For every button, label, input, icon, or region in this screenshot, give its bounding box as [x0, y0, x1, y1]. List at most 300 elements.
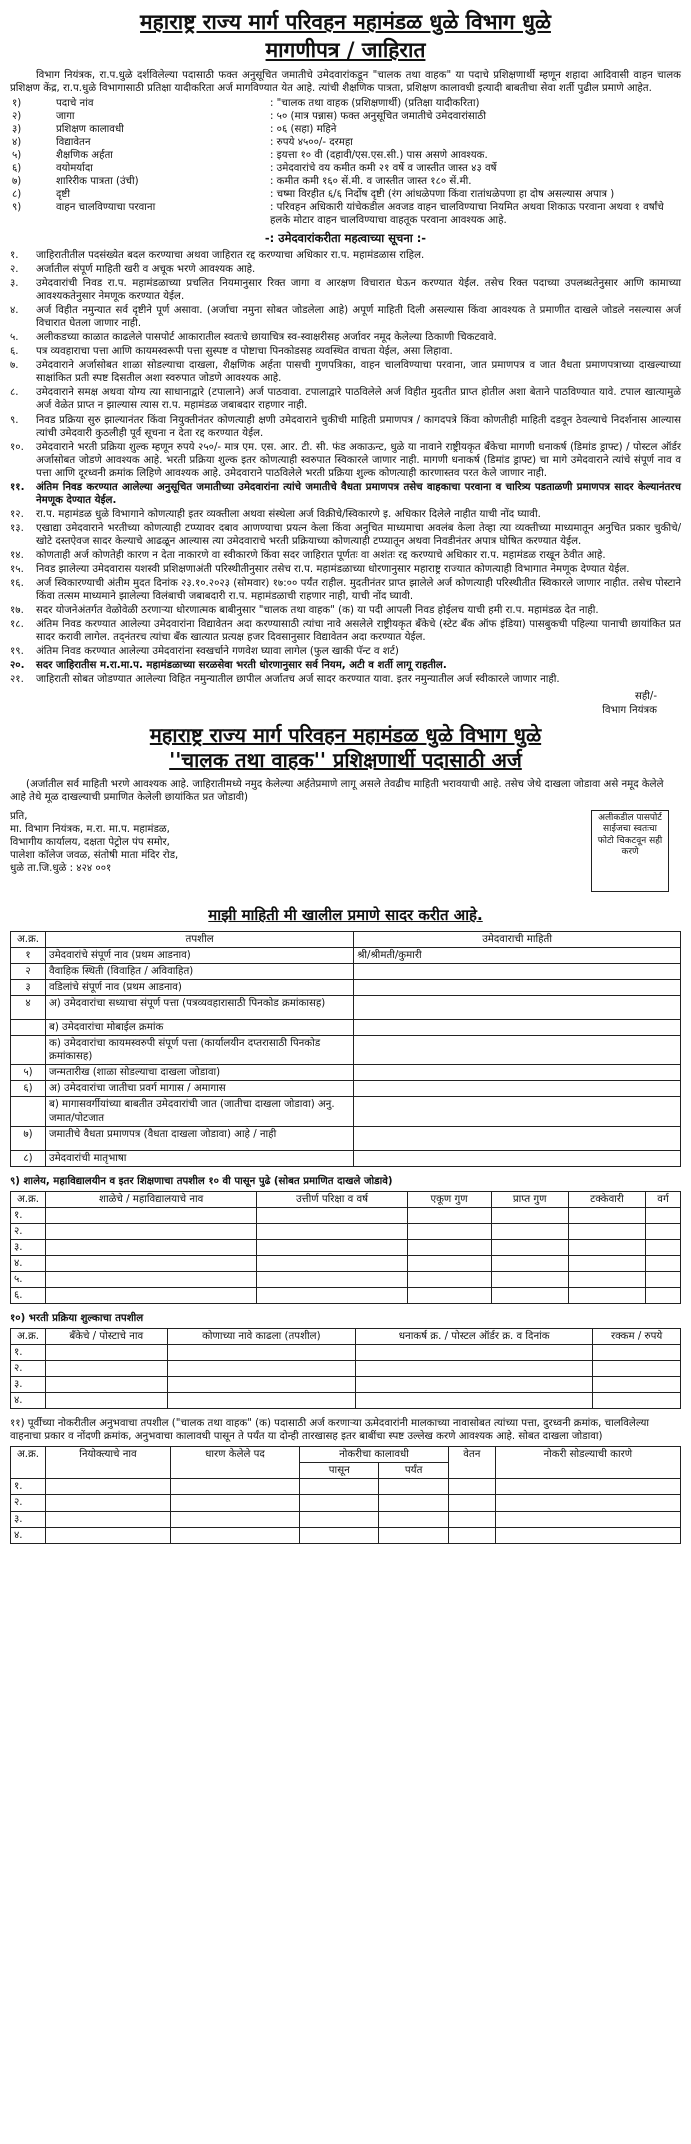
- address-line: पालेशा कॉलेज जवळ, संतोषी माता मंदिर रोड,: [10, 849, 179, 861]
- address-line: धुळे ता.जि.धुळे : ४२४ ००१: [10, 863, 112, 875]
- info-key: प्रशिक्षण कालावधी: [56, 123, 124, 135]
- row-number: २.: [11, 1223, 46, 1239]
- info-value: : इयत्ता १० वी (दहावी/एस.एस.सी.) पास असणे आवश्यक.: [270, 149, 488, 161]
- note-text: एखाद्या उमेदवाराने भरतीच्या कोणत्याही टप्प्यावर दबाव आणण्याचा प्रयत्न केला किंवा अनुचित माध्यमाचा अवलंब केला तेव्हा त्या व्यक्तीच्या माध्यमातून अनुचित प्रकार चुकीचे/खोटे दस्तऐवज सादर केल्याचे आढळून आल्यास त्या उमेदवाराचे भरती प्रक्रियाच्या कोणत्याही टप्प्यातून अथवा निवडीनंतर अपात्र घोषित करण्यात येईल.: [36, 522, 681, 547]
- row-number: ४: [11, 996, 46, 1020]
- signature-mark: सही/-: [634, 691, 657, 703]
- empty-cell: [46, 1479, 171, 1495]
- empty-cell: [646, 1255, 681, 1271]
- row-number: ३.: [11, 1377, 46, 1393]
- empty-cell: [167, 1345, 356, 1361]
- column-header: नोकरी सोडल्याची कारणे: [495, 1447, 680, 1479]
- info-number: ५): [12, 149, 22, 161]
- signature-block: [10, 690, 657, 716]
- empty-cell: [46, 1255, 257, 1271]
- note-number: ७.: [10, 360, 19, 372]
- table-row: [11, 1065, 681, 1081]
- photo-instruction: अलीकडील पासपोर्ट साईजचा स्वतःचा फोटो चिकटवून सही करणे: [597, 812, 663, 858]
- empty-cell: [495, 1495, 680, 1511]
- info-number: १): [12, 97, 22, 109]
- note-number: २१.: [10, 674, 24, 686]
- info-row: [10, 175, 681, 188]
- row-number: ३.: [11, 1239, 46, 1255]
- note-text: उमेदवाराने अर्जासोबत शाळा सोडल्याचा दाखला, शैक्षणिक अर्हता पासची गुणपत्रिका, वाहन चालविण्याचा परवाना, जात प्रमाणपत्र व जात वैधता प्रमाणपत्राच्या दाखल्याच्या साक्षांकित प्रती स्पष्ट दिसतील अशा स्वरुपात जोडणे आवश्यक आहे.: [36, 360, 681, 385]
- note-item: [10, 277, 681, 303]
- note-item: [10, 359, 681, 385]
- column-header: वेतन: [448, 1447, 495, 1479]
- empty-cell: [491, 1239, 568, 1255]
- row-number: ६): [11, 1081, 46, 1097]
- note-item: [10, 673, 681, 686]
- note-number: १०.: [10, 441, 24, 453]
- table-row: [11, 1479, 681, 1495]
- column-header: प्राप्त गुण: [491, 1191, 568, 1207]
- row-number: [11, 1097, 46, 1126]
- empty-cell: [407, 1255, 491, 1271]
- row-value: [354, 996, 681, 1020]
- empty-cell: [491, 1207, 568, 1223]
- fee-title: १०) भरती प्रक्रिया शुल्काचा तपशील: [10, 1312, 144, 1324]
- info-value: : उमेदवारांचे वय कमीत कमी २१ वर्षे व जास्तीत जास्त ४३ वर्षे: [270, 163, 497, 175]
- note-item: [10, 304, 681, 330]
- row-value: [354, 964, 681, 980]
- empty-cell: [646, 1287, 681, 1303]
- empty-cell: [568, 1271, 645, 1287]
- note-text: जाहिराती सोबत जोडण्यात आलेल्या विहित नमुन्यातील छापील अर्जातच अर्ज सादर करण्यात यावा. इतर नमुन्यातील अर्ज स्वीकारले जाणार नाही.: [36, 674, 560, 686]
- header-row: [11, 1447, 681, 1463]
- empty-cell: [568, 1255, 645, 1271]
- info-row: [10, 110, 681, 123]
- table-row: [11, 1150, 681, 1166]
- empty-cell: [46, 1361, 168, 1377]
- empty-cell: [300, 1527, 379, 1543]
- table-row: [11, 1255, 681, 1271]
- empty-cell: [257, 1239, 407, 1255]
- note-text: अंतिम निवड करण्यात आलेल्या अनुसूचित जमातीच्या उमेदवारांना त्यांचे जमातीचे वैधता प्रमाणपत्र तसेच वाहकाचा परवाना व चारित्र्य पडताळणी प्रमाणपत्र सादर केल्यानंतरच नेमणूक देण्यात येईल.: [36, 481, 681, 506]
- info-value: : रुपये ४५००/- दरमहा: [270, 136, 353, 148]
- column-header: शाळेचे / महाविद्यालयाचे नाव: [46, 1191, 257, 1207]
- note-text: अर्जातील संपूर्ण माहिती खरी व अचूक भरणे आवश्यक आहे.: [36, 264, 256, 276]
- note-number: १८.: [10, 619, 24, 631]
- note-text: उमेदवारांची निवड रा.प. महामंडळाच्या प्रचलित नियमानुसार रिक्त जागा व आरक्षण विचारात घेऊन करण्यात येईल. तसेच रिक्त पदाच्या उपलब्धतेनुसार आणि कामाच्या आवश्यकतेनुसार नेमणूक करण्यात येईल.: [36, 278, 681, 303]
- info-value: : "चालक तथा वाहक (प्रशिक्षणार्थी) (प्रतिक्षा यादीकरिता): [270, 97, 480, 109]
- empty-cell: [407, 1239, 491, 1255]
- row-label: वडिलांचे संपूर्ण नाव (प्रथम आडनाव): [46, 980, 354, 996]
- row-label: अ) उमेदवारांचा सध्याचा संपूर्ण पत्ता (पत्रव्यवहारासाठी पिनकोड क्रमांकासह): [46, 996, 354, 1020]
- ad-intro: विभाग नियंत्रक, रा.प.धुळे दर्शविलेल्या पदासाठी फक्त अनुसूचित जमातीचे उमेदवारांकडून "चालक तथा वाहक" या पदाचे प्रशिक्षणार्थी म्हणून शहादा आदिवासी वाहन चालक प्रशिक्षण केंद्र, रा.प.धुळे विभागासाठी प्रतिक्षा यादीकरिता अर्ज मागविण्यात येत आहे. त्यांची शैक्षणिक पात्रता, प्रशिक्षण कालावधी इत्यादी बाबतीचा सेवा शर्ती पुढील प्रमाणे आहेत.: [10, 69, 681, 94]
- note-item: [10, 386, 681, 412]
- empty-cell: [568, 1223, 645, 1239]
- row-number: १.: [11, 1479, 46, 1495]
- notes-list: [10, 249, 681, 687]
- note-item: [10, 645, 681, 658]
- note-number: ९.: [10, 414, 19, 426]
- note-text: निवड प्रक्रिया सुरु झाल्यानंतर किंवा नियुक्तीनंतर कोणत्याही क्षणी उमेदवाराने चुकीची माहिती प्रमाणपत्र / कागदपत्रे किंवा कोणतीही माहिती दडवून ठेवल्याचे निदर्शनास आल्यास त्यांची उमेदवारी कुठलीही पूर्व सूचना न देता रद्द करण्यात येईल.: [36, 414, 681, 439]
- empty-cell: [257, 1223, 407, 1239]
- table-row: [11, 1126, 681, 1150]
- row-number: १.: [11, 1207, 46, 1223]
- empty-cell: [491, 1271, 568, 1287]
- row-label: जन्मतारीख (शाळा सोडल्याचा दाखला जोडावा): [46, 1065, 354, 1081]
- note-text: निवड झालेल्या उमेदवारास यशस्वी प्रशिक्षणाअंती परिस्थीतीनुसार तसेच रा.प. महामंडळाच्या धोरणानुसार महाराष्ट्र राज्यात कोणत्याही विभागात नेमणूक देण्यात येईल.: [36, 564, 630, 576]
- fee-table: [10, 1328, 681, 1409]
- info-row: [10, 97, 681, 110]
- info-value: : चष्मा विरहीत ६/६ निर्दोष दृष्टी (रंग आंधळेपणा किंवा रातांधळेपणा हा दोष असल्यास अपात्र ): [270, 189, 615, 201]
- info-row: [10, 162, 681, 175]
- note-text: अर्ज स्विकारण्याची अंतीम मुदत दिनांक २३.१०.२०२३ (सोमवार) १७:०० पर्यंत राहील. मुदतीनंतर प्राप्त झालेले अर्ज कोणत्याही परिस्थीतीत स्विकारले जाणार नाहीत. तसेच पोस्टाने किंवा तत्सम माध्यमाने झालेल्या विलंबाची जबाबदारी रा.प. महामंडळाची राहणार नाही, याची नोंद घ्यावी.: [36, 578, 681, 603]
- form-intro: (अर्जातील सर्व माहिती भरणे आवश्यक आहे. जाहिरातीमध्ये नमुद केलेल्या अर्हतेप्रमाणे लागू असले तेवढीच माहिती भरावयाची आहे. तसेच जेथे दाखला जोडावा असे नमूद केलेले आहे तेथे मूळ दाखल्याची प्रमाणित केलेली छायांकित प्रत जोडावी): [10, 778, 664, 803]
- sub-column-header: पर्यंत: [379, 1463, 449, 1479]
- info-row: [10, 123, 681, 136]
- note-item: [10, 481, 681, 507]
- address-line: मा. विभाग नियंत्रक, म.रा. मा.प. महामंडळ,: [10, 823, 170, 835]
- empty-cell: [491, 1287, 568, 1303]
- note-number: १४.: [10, 550, 24, 561]
- note-text: जाहिरातीतील पदसंख्येत बदल करण्याचा अथवा जाहिरात रद्द करण्याचा अधिकार रा.प. महामंडळास राहिल.: [36, 249, 425, 261]
- row-label: उमेदवारांची मातृभाषा: [46, 1150, 354, 1166]
- empty-cell: [170, 1479, 299, 1495]
- column-header: अ.क्र.: [11, 1191, 46, 1207]
- empty-cell: [593, 1377, 681, 1393]
- note-number: ५.: [10, 332, 19, 344]
- note-number: ४.: [10, 305, 19, 317]
- info-row: [10, 136, 681, 149]
- notes-title: -: उमेदवारांकरीता महत्वाच्या सूचना :-: [264, 231, 427, 246]
- note-number: १६.: [10, 578, 24, 590]
- note-item: [10, 414, 681, 440]
- empty-cell: [170, 1495, 299, 1511]
- row-number: [11, 1020, 46, 1036]
- column-header: अ.क्र.: [11, 1329, 46, 1345]
- column-header: रक्कम / रुपये: [593, 1329, 681, 1345]
- table-row: [11, 1495, 681, 1511]
- form-title: महाराष्ट्र राज्य मार्ग परिवहन महामंडळ धुळे विभाग धुळे: [149, 722, 542, 747]
- table-row: [11, 1377, 681, 1393]
- column-header: तपशील: [46, 932, 354, 948]
- note-item: [10, 331, 681, 344]
- row-value: [354, 1126, 681, 1150]
- column-header: नियोक्त्याचे नाव: [46, 1447, 171, 1479]
- address-line: प्रति,: [10, 810, 28, 822]
- note-number: १३.: [10, 522, 24, 534]
- empty-cell: [568, 1207, 645, 1223]
- empty-cell: [407, 1287, 491, 1303]
- empty-cell: [495, 1511, 680, 1527]
- empty-cell: [170, 1511, 299, 1527]
- empty-cell: [356, 1377, 593, 1393]
- table-row: [11, 1207, 681, 1223]
- info-key: जागा: [56, 110, 75, 122]
- row-number: ८): [11, 1150, 46, 1166]
- row-label: अ) उमेदवारांचा जातीचा प्रवर्ग मागास / अमागास: [46, 1081, 354, 1097]
- info-number: ९): [12, 202, 22, 214]
- empty-cell: [646, 1271, 681, 1287]
- table-row: [11, 1020, 681, 1036]
- signature-title: विभाग नियंत्रक: [602, 704, 657, 716]
- row-number: ३.: [11, 1511, 46, 1527]
- info-key: वयोमर्यादा: [56, 163, 93, 175]
- note-number: १७.: [10, 605, 24, 617]
- info-value: : ५० (मात्र पन्नास) फक्त अनुसूचित जमातीचे उमेदवारांसाठी: [270, 110, 486, 122]
- column-header: बँकेचे / पोस्टाचे नाव: [46, 1329, 168, 1345]
- row-number: ५.: [11, 1271, 46, 1287]
- info-number: ६): [12, 163, 22, 175]
- row-number: २.: [11, 1495, 46, 1511]
- empty-cell: [646, 1239, 681, 1255]
- row-number: २.: [11, 1361, 46, 1377]
- empty-cell: [593, 1361, 681, 1377]
- note-number: ११.: [10, 481, 25, 493]
- note-item: [10, 577, 681, 603]
- document-page: [10, 8, 681, 2128]
- note-text: अंतिम निवड करण्यात आलेल्या उमेदवारांना स्वखर्चाने गणवेश घ्यावा लागेल (फुल खाकी पॅन्ट व शर्ट): [36, 646, 399, 658]
- row-label: क) उमेदवारांचा कायमस्वरुपी संपूर्ण पत्ता (कार्यालयीन दप्तरासाठी पिनकोड क्रमांकासह): [46, 1036, 354, 1065]
- table-row: [11, 996, 681, 1020]
- note-item: [10, 563, 681, 576]
- empty-cell: [356, 1345, 593, 1361]
- note-text: अर्ज विहीत नमुन्यात सर्व दृष्टीने पूर्ण असावा. (अर्जाचा नमुना सोबत जोडलेला आहे) अपूर्ण माहिती दिली असल्यास किंवा आवश्यक ते प्रमाणीत दाखले जोडले नसल्यास अर्ज विचारात घेतला जाणार नाही.: [36, 305, 681, 330]
- empty-cell: [46, 1377, 168, 1393]
- row-number: ४.: [11, 1393, 46, 1409]
- note-text: कोणताही अर्ज कोणतेही कारण न देता नाकारणे वा स्वीकारणे किंवा सदर जाहिरात पूर्णतः वा अशंतः रद्द करण्याचे अधिकार रा.प. महामंडळ राखून ठेवीत आहे.: [36, 550, 606, 561]
- empty-cell: [379, 1495, 449, 1511]
- sub-column-header: पासून: [300, 1463, 379, 1479]
- table-row: [11, 980, 681, 996]
- info-number: ३): [12, 123, 22, 135]
- info-row: [10, 149, 681, 162]
- table-row: [11, 1036, 681, 1065]
- photo-box: [591, 810, 669, 892]
- table-row: [11, 1287, 681, 1303]
- note-number: १२.: [10, 508, 24, 520]
- row-number: [11, 1036, 46, 1065]
- empty-cell: [257, 1271, 407, 1287]
- column-header: अ.क्र.: [11, 932, 46, 948]
- info-number: ८): [12, 189, 22, 201]
- note-item: [10, 522, 681, 548]
- row-number: ७): [11, 1126, 46, 1150]
- note-item: [10, 249, 681, 262]
- info-number: ७): [12, 176, 22, 188]
- table-row: [11, 1345, 681, 1361]
- empty-cell: [167, 1377, 356, 1393]
- column-header: उत्तीर्ण परिक्षा व वर्ष: [257, 1191, 407, 1207]
- address-line: विभागीय कार्यालय, दक्षता पेट्रोल पंप समोर,: [10, 836, 170, 848]
- empty-cell: [448, 1527, 495, 1543]
- info-key: विद्यावेतन: [56, 136, 91, 148]
- column-header: एकूण गुण: [407, 1191, 491, 1207]
- note-item: [10, 604, 681, 617]
- empty-cell: [46, 1223, 257, 1239]
- note-number: ३.: [10, 278, 19, 290]
- note-number: ६.: [10, 346, 19, 358]
- row-value: [354, 1065, 681, 1081]
- info-key: शैक्षणिक अर्हता: [56, 149, 113, 161]
- row-value: [354, 1081, 681, 1097]
- column-header: उमेदवाराची माहिती: [354, 932, 681, 948]
- note-item: [10, 263, 681, 276]
- empty-cell: [491, 1223, 568, 1239]
- empty-cell: [46, 1393, 168, 1409]
- empty-cell: [46, 1239, 257, 1255]
- empty-cell: [379, 1479, 449, 1495]
- form-subtitle: ''चालक तथा वाहक'' प्रशिक्षणार्थी पदासाठी अर्ज: [169, 748, 522, 773]
- row-value: [354, 1020, 681, 1036]
- row-value: [354, 980, 681, 996]
- column-header: नोकरीचा कालावधी: [300, 1447, 449, 1463]
- note-text: रा.प. महामंडळ धुळे विभागाने कोणत्याही इतर व्यक्तीला अथवा संस्थेला अर्ज विक्रीचे/स्विकारणे इ. अधिकार दिलेले नाहीत याची नोंद घ्यावी.: [36, 508, 541, 520]
- info-key: दृष्टी: [56, 189, 70, 201]
- empty-cell: [300, 1511, 379, 1527]
- note-item: [10, 618, 681, 644]
- info-number: ४): [12, 136, 22, 148]
- info-key: शारिरीक पात्रता (उंची): [56, 176, 139, 188]
- note-text: सदर योजनेअंतर्गत वेळोवेळी ठरणाऱ्या धोरणात्मक बाबीनुसार "चालक तथा वाहक" (क) या पदी आपली निवड होईलच याची हमी रा.प. महामंडळ देत नाही.: [36, 605, 599, 617]
- empty-cell: [646, 1223, 681, 1239]
- note-item: [10, 345, 681, 358]
- note-text: पत्र व्यवहाराचा पत्ता आणि कायमस्वरूपी पत्ता सुस्पष्ट व पोष्टाचा पिनकोडसह व्यवस्थित वाचता येईल, असा लिहावा.: [36, 346, 453, 358]
- table-row: [11, 1223, 681, 1239]
- empty-cell: [46, 1495, 171, 1511]
- empty-cell: [593, 1393, 681, 1409]
- applicant-info-table: [10, 931, 681, 1167]
- table-row: [11, 1239, 681, 1255]
- empty-cell: [379, 1527, 449, 1543]
- empty-cell: [46, 1511, 171, 1527]
- note-item: [10, 659, 681, 672]
- row-number: ४.: [11, 1255, 46, 1271]
- empty-cell: [407, 1207, 491, 1223]
- declaration-heading: माझी माहिती मी खालील प्रमाणे सादर करीत आहे.: [208, 905, 483, 924]
- table-row: [11, 1081, 681, 1097]
- column-header: टक्केवारी: [568, 1191, 645, 1207]
- empty-cell: [448, 1511, 495, 1527]
- info-row: [10, 201, 681, 227]
- info-value: : परिवहन अधिकारी यांचेकडील अवजड वाहन चालविण्याचा नियमित अथवा शिकाऊ परवाना अथवा १ वर्षांचे हलके मोटार वाहन चालविण्याचा वाहतूक परवाना आवश्यक आहे.: [270, 202, 664, 227]
- empty-cell: [167, 1361, 356, 1377]
- empty-cell: [491, 1255, 568, 1271]
- info-row: [10, 188, 681, 201]
- experience-table: [10, 1446, 681, 1543]
- empty-cell: [379, 1511, 449, 1527]
- empty-cell: [257, 1255, 407, 1271]
- row-label: ब) मागासवर्गीयांच्या बाबतीत उमेदवारांची जात (जातीचा दाखला जोडावा) अनु. जमात/पोटजात: [46, 1097, 354, 1126]
- table-row: [11, 1271, 681, 1287]
- row-number: २: [11, 964, 46, 980]
- empty-cell: [46, 1207, 257, 1223]
- column-header: वर्ग: [646, 1191, 681, 1207]
- experience-title: ११) पूर्वीच्या नोकरीतील अनुभवाचा तपशील ("चालक तथा वाहक" (क) पदासाठी अर्ज करणाऱ्या ऊमेदवारांनी मालकाच्या नावासोबत त्यांच्या पत्ता, दुरध्वनी क्रमांक, चालविलेल्या वाहनाचा प्रकार व नोंदणी क्रमांक, अनुभवाचा कालावधी पासून ते पर्यंत या दोन्ही तारखासह इतर बाबींचा स्पष्ट उल्लेख करणे आवश्यक आहे. सोबत दाखला जोडावा): [10, 1418, 650, 1443]
- empty-cell: [448, 1495, 495, 1511]
- info-key: वाहन चालविण्याचा परवाना: [56, 202, 156, 214]
- table-row: [11, 1393, 681, 1409]
- row-number: १: [11, 948, 46, 964]
- post-info-table: [10, 97, 681, 227]
- row-value: [354, 1036, 681, 1065]
- empty-cell: [257, 1207, 407, 1223]
- note-number: ८.: [10, 387, 19, 399]
- note-item: [10, 508, 681, 521]
- empty-cell: [646, 1207, 681, 1223]
- education-title: ९) शालेय, महाविद्यालयीन व इतर शिक्षणाचा तपशील १० वी पासून पुढे (सोबत प्रमाणित दाखले जोडावे): [10, 1175, 393, 1187]
- education-table: [10, 1191, 681, 1304]
- note-text: अलीकडच्या काळात काढलेले पासपोर्ट आकारातील स्वतःचे छायाचित्र स्व-स्वाक्षरीसह अर्जावर नमूद केलेल्या ठिकाणी चिकटवावे.: [36, 332, 497, 344]
- empty-cell: [170, 1527, 299, 1543]
- note-text: उमेदवाराने समक्ष अथवा योग्य त्या साधानाद्वारे (टपालाने) अर्ज पाठवावा. टपालाद्वारे पाठविलेले अर्ज विहीत मुदतीत प्राप्त होतील अशा बेताने पाठविण्यात यावे. टपाल खात्यामुळे अर्ज वेळेत प्राप्त न झाल्यास त्यास रा.प. महामंडळ जबाबदार राहणार नाही.: [36, 387, 681, 412]
- empty-cell: [46, 1527, 171, 1543]
- column-header: अ.क्र.: [11, 1447, 46, 1479]
- empty-cell: [448, 1479, 495, 1495]
- empty-cell: [46, 1287, 257, 1303]
- empty-cell: [300, 1479, 379, 1495]
- empty-cell: [46, 1271, 257, 1287]
- info-value: : ०६ (सहा) महिने: [270, 123, 337, 135]
- row-number: ३: [11, 980, 46, 996]
- row-number: ५): [11, 1065, 46, 1081]
- empty-cell: [300, 1495, 379, 1511]
- empty-cell: [407, 1223, 491, 1239]
- ad-title: महाराष्ट्र राज्य मार्ग परिवहन महामंडळ धुळे विभाग धुळे: [140, 10, 551, 34]
- table-row: [11, 1361, 681, 1377]
- empty-cell: [568, 1287, 645, 1303]
- empty-cell: [407, 1271, 491, 1287]
- row-label: जमातीचे वैधता प्रमाणपत्र (वैधता दाखला जोडावा) आहे / नाही: [46, 1126, 354, 1150]
- ad-subtitle: मागणीपत्र / जाहिरात: [265, 38, 426, 63]
- table-row: [11, 948, 681, 964]
- empty-cell: [46, 1345, 168, 1361]
- table-row: [11, 1511, 681, 1527]
- note-text: उमेदवाराने भरती प्रक्रिया शुल्क म्हणून रुपये २५०/- मात्र एम. एस. आर. टी. सी. फंड अकाऊन्ट, धुळे या नावाने राष्ट्रीयकृत बँकेचा मागणी धनाकर्ष (डिमांड ड्राफ्ट) / पोस्टल ऑर्डर अर्जासोबत जोडणे आवश्यक आहे. भरती प्रक्रिया शुल्क इतर कोणत्याही स्वरुपात स्विकारले जाणार नाही. मागणी धनाकर्ष (डिमांड ड्राफ्ट) चा मागे उमेदवाराने त्यांचे संपूर्ण नाव व पत्ता आणि दूरध्वनी क्रमांक लिहिणे आवश्यक आहे. उमेदवाराने पाठविलेले भरती प्रक्रिया शुल्क कोणत्याही कारणास्तव परत केले जाणार नाही.: [36, 441, 681, 479]
- row-number: ४.: [11, 1527, 46, 1543]
- empty-cell: [495, 1527, 680, 1543]
- note-text: अंतिम निवड करण्यात आलेल्या उमेदवारांना विद्यावेतन अदा करण्यासाठी त्यांचा नावे असलेले राष्ट्रीयकृत बँकेचे (स्टेट बँक ऑफ इंडिया) पासबुकची पहिल्या पानाची छायांकित प्रत सादर करावी लागेल. तद्‌नंतरच त्यांचा बँक खात्यात प्रत्यक्ष हजर दिवसानुसार विद्यावेतन अदा करण्यात येईल.: [36, 619, 681, 644]
- empty-cell: [167, 1393, 356, 1409]
- empty-cell: [593, 1345, 681, 1361]
- empty-cell: [356, 1361, 593, 1377]
- info-value: : कमीत कमी १६० सें.मी. व जास्तीत जास्त १८० सें.मी.: [270, 176, 472, 188]
- column-header: धनाकर्ष क्र. / पोस्टल ऑर्डर क्र. व दिनांक: [356, 1329, 593, 1345]
- row-number: ६.: [11, 1287, 46, 1303]
- empty-cell: [257, 1287, 407, 1303]
- empty-cell: [495, 1479, 680, 1495]
- empty-cell: [356, 1393, 593, 1409]
- address-block: [10, 810, 681, 875]
- row-value: [354, 1097, 681, 1126]
- note-number: २.: [10, 264, 19, 276]
- row-number: १.: [11, 1345, 46, 1361]
- note-number: १९.: [10, 646, 24, 658]
- table-row: [11, 964, 681, 980]
- row-value: श्री/श्रीमती/कुमारी: [354, 948, 681, 964]
- table-row: [11, 1527, 681, 1543]
- row-label: वैवाहिक स्थिती (विवाहित / अविवाहित): [46, 964, 354, 980]
- info-key: पदाचे नांव: [56, 97, 94, 109]
- note-number: २०.: [10, 660, 25, 672]
- info-number: २): [12, 110, 22, 122]
- row-value: [354, 1150, 681, 1166]
- empty-cell: [568, 1239, 645, 1255]
- row-label: ब) उमेदवारांचा मोबाईल क्रमांक: [46, 1020, 354, 1036]
- table-row: [11, 1097, 681, 1126]
- note-number: १.: [10, 249, 19, 261]
- note-number: १५.: [10, 564, 24, 576]
- row-label: उमेदवारांचे संपूर्ण नाव (प्रथम आडनाव): [46, 948, 354, 964]
- note-item: [10, 441, 681, 480]
- note-item: [10, 549, 681, 562]
- column-header: कोणाच्या नावे काढला (तपशील): [167, 1329, 356, 1345]
- note-text: सदर जाहिरातीस म.रा.मा.प. महामंडळाच्या सरळसेवा भरती धोरणानुसार सर्व नियम, अटी व शर्ती लागू राहतील.: [36, 660, 447, 672]
- column-header: धारण केलेले पद: [170, 1447, 299, 1479]
